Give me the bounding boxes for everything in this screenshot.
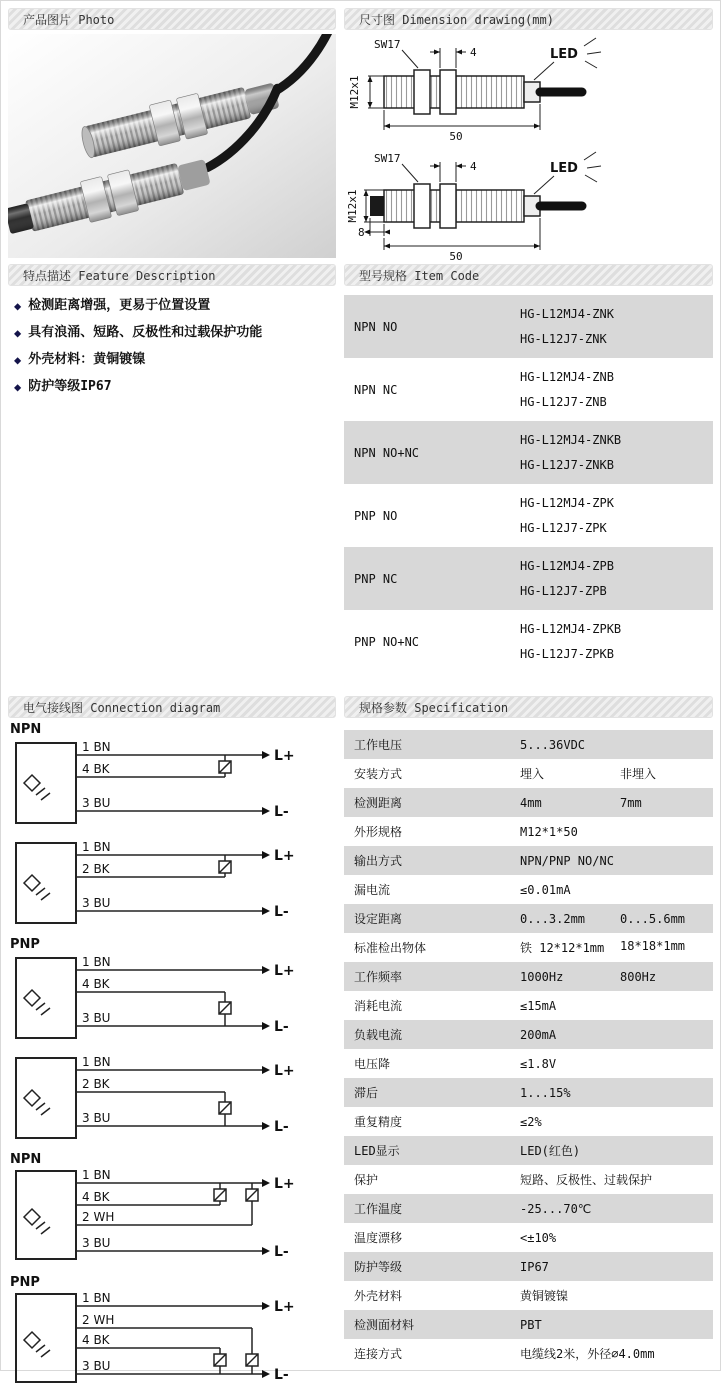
item-code: HG-L12MJ4-ZNB bbox=[520, 369, 614, 384]
diamond-bullet-icon: ◆ bbox=[14, 326, 22, 340]
spec-value: M12*1*50 bbox=[520, 824, 578, 839]
spec-value: 1...15% bbox=[520, 1085, 571, 1100]
sensor-symbol-icon bbox=[24, 775, 40, 791]
wire-label: 1 BN bbox=[82, 840, 111, 854]
wire-label: 3 BU bbox=[82, 796, 111, 810]
wire-label: 3 BU bbox=[82, 1011, 111, 1025]
spec-value: LED(红色) bbox=[520, 1144, 581, 1158]
spec-value: NPN/PNP NO/NC bbox=[520, 853, 614, 868]
led-label: LED bbox=[550, 161, 578, 176]
item-code: HG-L12MJ4-ZPK bbox=[520, 495, 614, 510]
spec-value: 埋入 bbox=[520, 767, 545, 781]
wiring-diagram-pnp-no-nc bbox=[10, 1275, 340, 1394]
spec-row bbox=[344, 1165, 713, 1194]
spec-row bbox=[344, 1078, 713, 1107]
length-label: 50 bbox=[449, 130, 463, 143]
wire-label: 3 BU bbox=[82, 1359, 111, 1373]
wiring-diagram-npn-no bbox=[10, 722, 340, 833]
wire-label: 4 BK bbox=[82, 977, 110, 991]
spec-value-2: 非埋入 bbox=[620, 767, 657, 781]
spec-value: ≤0.01mA bbox=[520, 882, 571, 897]
item-code: HG-L12J7-ZNB bbox=[520, 395, 607, 410]
spec-value: 黄铜镀镍 bbox=[520, 1289, 569, 1303]
diamond-bullet-icon: ◆ bbox=[14, 380, 22, 394]
spec-row bbox=[344, 759, 713, 788]
spec-value-2: 18*18*1mm bbox=[620, 939, 686, 953]
spec-value: 电缆线2米，外径∅4.0mm bbox=[520, 1347, 655, 1361]
diamond-bullet-icon: ◆ bbox=[14, 353, 22, 367]
spec-row bbox=[344, 730, 713, 759]
wire-label: 2 BK bbox=[82, 1077, 110, 1091]
spec-label: 安装方式 bbox=[354, 767, 403, 781]
connection-section-header: 电气接线图 Connection diagram bbox=[8, 696, 336, 718]
wire-label: 3 BU bbox=[82, 896, 111, 910]
output-type: NPN NC bbox=[354, 382, 398, 397]
item-code: HG-L12J7-ZPB bbox=[520, 584, 607, 599]
feature-item bbox=[14, 323, 336, 343]
spec-row bbox=[344, 1223, 713, 1252]
spec-value: 4mm bbox=[520, 795, 542, 810]
thread-spec-label: M12x1 bbox=[346, 189, 359, 223]
item-code-row bbox=[344, 484, 713, 547]
l-minus-label: L- bbox=[274, 1367, 289, 1383]
spec-label: 外形规格 bbox=[354, 825, 403, 839]
dimension-section-header: 尺寸图 Dimension drawing(mm) bbox=[344, 8, 713, 30]
feature-item bbox=[14, 296, 336, 316]
product-photo bbox=[8, 34, 336, 258]
wire-label: 2 BK bbox=[82, 862, 110, 876]
thread-spec-label: M12x1 bbox=[348, 75, 361, 109]
spec-value: ≤15mA bbox=[520, 998, 557, 1013]
item-code-row bbox=[344, 610, 713, 673]
hex-nut bbox=[414, 70, 430, 114]
dimension-drawings bbox=[344, 30, 713, 264]
spec-value: IP67 bbox=[520, 1259, 549, 1274]
wire-label: 1 BN bbox=[82, 1168, 111, 1182]
item-code: HG-L12J7-ZNK bbox=[520, 332, 607, 347]
spec-value: 1000Hz bbox=[520, 969, 564, 984]
spec-value: -25...70℃ bbox=[520, 1201, 592, 1216]
wrench-size-label: SW17 bbox=[374, 152, 401, 165]
l-plus-label: L+ bbox=[274, 1176, 295, 1192]
black-sensing-tip bbox=[370, 196, 384, 216]
tip-length-label: 8 bbox=[358, 226, 365, 239]
spec-row bbox=[344, 1281, 713, 1310]
led-label: LED bbox=[550, 47, 578, 62]
feature-list bbox=[14, 296, 336, 404]
l-minus-label: L- bbox=[274, 1119, 289, 1135]
spec-row bbox=[344, 1252, 713, 1281]
spec-value: 铁 12*12*1mm bbox=[520, 941, 605, 955]
dimension-drawing-non-flush bbox=[344, 144, 713, 264]
features-section-header: 特点描述 Feature Description bbox=[8, 264, 336, 286]
spec-row bbox=[344, 1049, 713, 1078]
spec-label: 漏电流 bbox=[354, 883, 391, 897]
l-plus-label: L+ bbox=[274, 1063, 295, 1079]
spec-label: 外壳材料 bbox=[354, 1289, 403, 1303]
spec-label: 标准检出物体 bbox=[354, 941, 427, 955]
wire-label: 1 BN bbox=[82, 955, 111, 969]
feature-text: 外壳材料：黄铜镀镍 bbox=[28, 352, 146, 367]
item-code-row bbox=[344, 358, 713, 421]
spec-label: 检测距离 bbox=[354, 796, 403, 810]
item-code-table bbox=[344, 295, 713, 673]
item-code: HG-L12MJ4-ZNKB bbox=[520, 432, 622, 447]
spec-row bbox=[344, 817, 713, 846]
output-type: PNP NO bbox=[354, 508, 398, 523]
feature-text: 防护等级IP67 bbox=[28, 379, 112, 394]
spec-section-header: 规格参数 Specification bbox=[344, 696, 713, 718]
spec-row bbox=[344, 1020, 713, 1049]
wiring-diagram-npn-nc bbox=[10, 837, 340, 933]
l-plus-label: L+ bbox=[274, 748, 295, 764]
spec-label: 保护 bbox=[354, 1173, 379, 1187]
spec-row bbox=[344, 904, 713, 933]
diagram-type-label: NPN bbox=[10, 1152, 42, 1167]
diagram-type-label: PNP bbox=[10, 937, 40, 952]
wire-label: 3 BU bbox=[82, 1111, 111, 1125]
output-type: NPN NO bbox=[354, 319, 398, 334]
wiring-diagram-pnp-nc bbox=[10, 1052, 340, 1148]
hex-nut bbox=[440, 184, 456, 228]
spec-row bbox=[344, 1310, 713, 1339]
spec-label: 工作电压 bbox=[354, 738, 403, 752]
spec-value: ≤2% bbox=[520, 1114, 542, 1129]
l-plus-label: L+ bbox=[274, 1299, 295, 1315]
wire-label: 4 BK bbox=[82, 1333, 110, 1347]
spec-row bbox=[344, 962, 713, 991]
item-code-row bbox=[344, 547, 713, 610]
spec-label: 工作频率 bbox=[354, 970, 403, 984]
hex-nut bbox=[414, 184, 430, 228]
diamond-bullet-icon: ◆ bbox=[14, 299, 22, 313]
wire-label: 2 WH bbox=[82, 1210, 115, 1224]
item-code-row bbox=[344, 295, 713, 358]
feature-text: 检测距离增强，更易于位置设置 bbox=[28, 298, 211, 313]
spec-value-2: 800Hz bbox=[620, 969, 657, 984]
spec-label: 消耗电流 bbox=[354, 999, 403, 1013]
wire-label: 1 BN bbox=[82, 1291, 111, 1305]
spec-row bbox=[344, 875, 713, 904]
wire-label: 4 BK bbox=[82, 1190, 110, 1204]
spec-label: 设定距离 bbox=[354, 912, 403, 926]
spec-value: ≤1.8V bbox=[520, 1056, 557, 1071]
sensor-symbol-icon bbox=[24, 1209, 40, 1225]
wiring-diagram-npn-no-nc bbox=[10, 1152, 340, 1271]
product-photo-area bbox=[8, 34, 336, 258]
spec-value: 5...36VDC bbox=[520, 737, 586, 752]
l-minus-label: L- bbox=[274, 904, 289, 920]
sensor-symbol-icon bbox=[24, 1090, 40, 1106]
spec-value: <±10% bbox=[520, 1230, 557, 1245]
item-code-section-header: 型号规格 Item Code bbox=[344, 264, 713, 286]
wire-label: 1 BN bbox=[82, 740, 111, 754]
nut-width-label: 4 bbox=[470, 160, 477, 173]
spec-label: 滞后 bbox=[354, 1086, 379, 1100]
spec-value: 200mA bbox=[520, 1027, 557, 1042]
spec-value: 0...3.2mm bbox=[520, 911, 586, 926]
spec-value-2: 0...5.6mm bbox=[620, 911, 686, 926]
spec-label: 检测面材料 bbox=[354, 1318, 415, 1332]
photo-section-header: 产品图片 Photo bbox=[8, 8, 336, 30]
nut-width-label: 4 bbox=[470, 46, 477, 59]
feature-item bbox=[14, 377, 336, 397]
l-plus-label: L+ bbox=[274, 963, 295, 979]
spec-value-2: 7mm bbox=[620, 795, 642, 810]
l-minus-label: L- bbox=[274, 1244, 289, 1260]
feature-item bbox=[14, 350, 336, 370]
spec-row bbox=[344, 846, 713, 875]
connection-diagrams bbox=[10, 722, 340, 1398]
spec-label: LED显示 bbox=[354, 1144, 400, 1158]
wiring-diagram-pnp-no bbox=[10, 937, 340, 1048]
diagram-type-label: NPN bbox=[10, 722, 42, 737]
spec-row bbox=[344, 1107, 713, 1136]
spec-row bbox=[344, 1194, 713, 1223]
spec-label: 重复精度 bbox=[354, 1115, 403, 1129]
l-minus-label: L- bbox=[274, 1019, 289, 1035]
sensor-symbol-icon bbox=[24, 990, 40, 1006]
spec-label: 防护等级 bbox=[354, 1260, 403, 1274]
feature-text: 具有浪涌、短路、反极性和过载保护功能 bbox=[28, 325, 263, 340]
spec-label: 电压降 bbox=[354, 1057, 391, 1071]
spec-row bbox=[344, 1136, 713, 1165]
specification-table bbox=[344, 730, 713, 1368]
spec-row bbox=[344, 1339, 713, 1368]
item-code-row bbox=[344, 421, 713, 484]
sensor-symbol-icon bbox=[24, 875, 40, 891]
spec-row bbox=[344, 933, 713, 962]
l-minus-label: L- bbox=[274, 804, 289, 820]
item-code: HG-L12J7-ZPK bbox=[520, 521, 607, 536]
wire-label: 1 BN bbox=[82, 1055, 111, 1069]
diagram-type-label: PNP bbox=[10, 1275, 40, 1290]
spec-value: 短路、反极性、过载保护 bbox=[520, 1173, 653, 1187]
wrench-size-label: SW17 bbox=[374, 38, 401, 51]
item-code: HG-L12MJ4-ZPB bbox=[520, 558, 614, 573]
spec-label: 温度漂移 bbox=[354, 1231, 403, 1245]
sensor-symbol-icon bbox=[24, 1332, 40, 1348]
l-plus-label: L+ bbox=[274, 848, 295, 864]
output-type: NPN NO+NC bbox=[354, 445, 420, 460]
item-code: HG-L12J7-ZNKB bbox=[520, 458, 614, 473]
spec-row bbox=[344, 788, 713, 817]
spec-row bbox=[344, 991, 713, 1020]
wire-label: 2 WH bbox=[82, 1313, 115, 1327]
dimension-drawing-flush bbox=[344, 30, 713, 144]
item-code: HG-L12MJ4-ZNK bbox=[520, 306, 614, 321]
output-type: PNP NO+NC bbox=[354, 634, 420, 649]
spec-label: 负载电流 bbox=[354, 1028, 403, 1042]
hex-nut bbox=[440, 70, 456, 114]
spec-label: 连接方式 bbox=[354, 1347, 403, 1361]
length-label: 50 bbox=[449, 250, 463, 263]
spec-value: PBT bbox=[520, 1317, 542, 1332]
item-code: HG-L12MJ4-ZPKB bbox=[520, 621, 622, 636]
spec-label: 工作温度 bbox=[354, 1202, 403, 1216]
item-code: HG-L12J7-ZPKB bbox=[520, 647, 614, 662]
wire-label: 3 BU bbox=[82, 1236, 111, 1250]
output-type: PNP NC bbox=[354, 571, 398, 586]
spec-label: 输出方式 bbox=[354, 854, 403, 868]
wire-label: 4 BK bbox=[82, 762, 110, 776]
